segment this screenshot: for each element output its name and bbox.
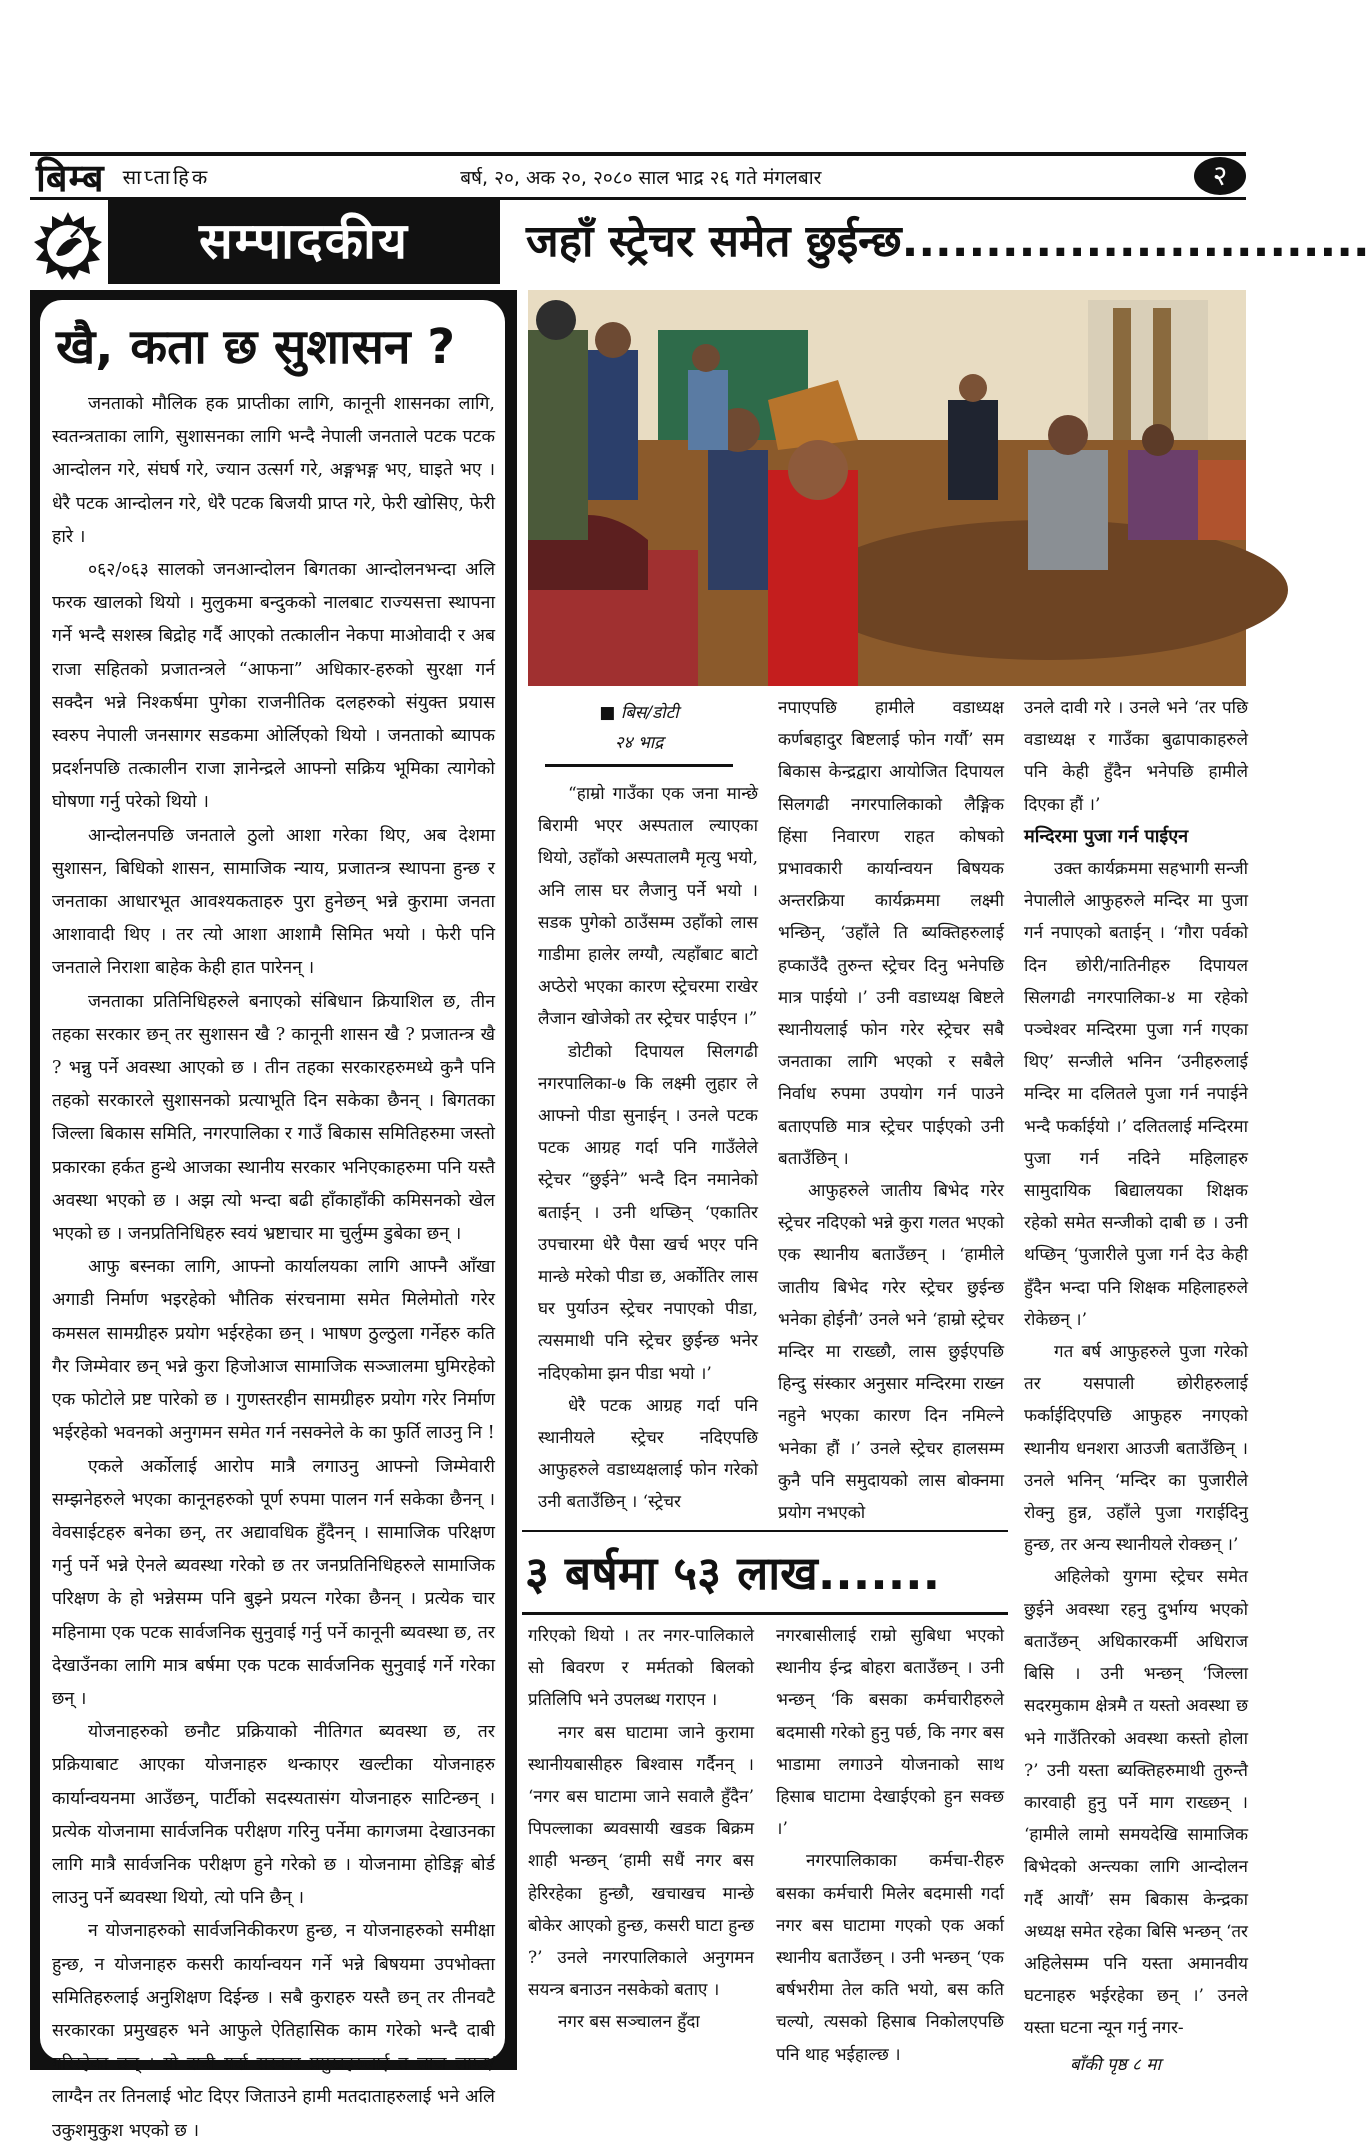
editorial-paragraph: जनताको मौलिक हक प्राप्तीका लागि, कानूनी शासनका लागि, स्वतन्त्रताका लागि, सुशासनका लागि भन्दै नेपाली जनताले पटक पटक आन्दोलन गरे, संघर्ष गरे, ज्यान उत्सर्ग गरे, अङ्गभङ्ग भए, घाइते भए । धेरै पटक आन्दोलन गरे, धेरै पटक बिजयी प्राप्त गरे, फेरी खोसिए, फेरी हारे ।	[52, 394, 495, 547]
stretcher-paragraph: उनले दावी गरे । उनले भने ‘तर पछि वडाध्यक्ष र गाउँका बुढापाकाहरुले पनि केही हुँदैन भनेपछि हामीले दिएका हौं ।’	[1024, 698, 1248, 815]
editorial-box	[30, 290, 515, 2141]
story-separator	[522, 1530, 1008, 1532]
editorial-banner: सम्पादकीय	[108, 198, 500, 284]
editorial-paragraph: न योजनाहरुको सार्वजनिकीकरण हुन्छ, न योजनाहरुको समीक्षा हुन्छ, न योजनाहरु कसरी कार्यान्वयन गर्ने भन्ने बिषयमा उपभोक्ता समितिहरुलाई अनुशिक्षण दिईन्छ । सबै कुराहरु यस्तै छन् तर तीनवटै सरकारका प्रमुखहरु भने आफुले ऐतिहासिक काम गरेको भन्दै दाबी गरिरहेका छन् । यो दाबी गर्दा सरकार प्रमुखहरुलाई त लाज लाग्छ/लाग्दैन तर तिनलाई भोट दिएर जिताउने हामी मतदाताहरुलाई भने अलि उकुशमुकुश भएको छ ।	[52, 1921, 495, 2141]
stretcher-paragraph: डोटीको दिपायल सिलगढी नगरपालिका-७ कि लक्ष्मी लुहार ले आफ्नो पीडा सुनाईन् । उनले पटक पटक आग्रह गर्दा पनि गाउँलेले स्ट्रेचर “छुईने” भन्दै दिन नमानेको बताईन् । उनी थप्छिन् ‘एकातिर उपचारमा धेरै पैसा खर्च भएर पनि मान्छे मरेको पीडा छ, अर्कोतिर लास घर पुर्याउन स्ट्रेचर नपाएको पीडा, त्यसमाथी पनि स्ट्रेचर छुईन्छ भनेर नदिएकोमा झन पीडा भयो ।’	[538, 1041, 758, 1384]
editorial-paragraph: एकले अर्कोलाई आरोप मात्रै लगाउनु आफ्नो जिम्मेवारी सम्झनेहरुले भएका कानूनहरुको पूर्ण रुपमा पालन गर्न सकेका छैनन् । वेवसाईटहरु बनेका छन्, तर अद्यावधिक हुँदैनन् । सामाजिक परिक्षण गर्नु पर्ने भन्ने ऐनले ब्यवस्था गरेको छ तर जनप्रतिनिधिहरुले सामाजिक परिक्षण के हो भन्नेसम्म पनि बुझ्ने प्रयत्न गरेका छैनन् । प्रत्येक चार महिनामा एक पटक सार्वजनिक सुनुवाई गर्नु पर्ने कानूनी ब्यवस्था छ, तर देखाउँनका लागि मात्र बर्षमा एक पटक सार्वजनिक सुनुवाई गर्ने गरेका छन् ।	[52, 1456, 495, 1709]
stretcher-paragraph: अहिलेको युगमा स्ट्रेचर समेत छुईने अवस्था रहनु दुर्भाग्य भएको बताउँछन् अधिकारकर्मी अधिराज बिसि । उनी भन्छन् ‘जिल्ला सदरमुकाम क्षेत्रमै त यस्तो अवस्था छ भने गाउँतिरको अवस्था कस्तो होला ?’ उनी यस्ता ब्यक्तिहरुमाथी तुरुन्तै कारवाही हुनु पर्ने माग राख्छन् । ‘हामीले लामो समयदेखि सामाजिक बिभेदको अन्त्यका लागि आन्दोलन गर्दै आयौं’ सम बिकास केन्द्रका अध्यक्ष समेत रहेका बिसि भन्छन् ‘तर अहिलेसम्म पनि यस्ता अमानवीय घटनाहरु भईरहेका छन् ।’ उनले यस्ता घटना न्यून गर्नु नगर-	[1024, 1567, 1248, 2039]
stretcher-paragraph: उक्त कार्यक्रममा सहभागी सन्जी नेपालीले आफुहरुले मन्दिर मा पुजा गर्न नपाएको बताईन् । ‘गौरा पर्वको दिन छोरी/नातिनीहरु दिपायल सिलगढी नगरपालिका-४ मा रहेको पञ्चेश्वर मन्दिरमा पुजा गर्न गएका थिए’ सन्जीले भनिन ‘उनीहरुलाई मन्दिर मा दलितले पुजा गर्न नपाईने भन्दै फर्काईयो ।’ दलितलाई मन्दिरमा पुजा गर्न नदिने महिलाहरु सामुदायिक बिद्यालयका शिक्षक रहेको समेत सन्जीको दाबी छ । उनी थप्छिन् ‘पुजारीले पुजा गर्न देउ केही हुँदैन भन्दा पनि शिक्षक महिलाहरुले रोकेछन् ।’	[1024, 859, 1248, 1330]
newspaper-logo: बिम्ब	[36, 155, 105, 200]
budget-column-1	[528, 1620, 754, 2039]
dateline-place: ■ बिस/डोटी	[599, 703, 679, 723]
column-divider	[515, 290, 517, 2070]
budget-paragraph: गरिएको थियो । तर नगर-पालिकाले सो बिवरण र मर्मतको बिलको प्रतिलिपि भने उपलब्ध गराएन ।	[528, 1626, 754, 1711]
meeting-photo	[528, 290, 1246, 686]
continued-note: बाँकी पृष्ठ ८ मा	[1070, 2055, 1161, 2075]
issue-info: बर्ष, २०, अक २०, २०८० साल भाद्र २६ गते मंगलबार	[460, 166, 822, 189]
budget-headline: ३ बर्षमा ५३ लाख.......	[525, 1546, 941, 1600]
stretcher-paragraph: नपाएपछि हामीले वडाध्यक्ष कर्णबहादुर बिष्टलाई फोन गर्यौ’ सम बिकास केन्द्रद्वारा आयोजित दिपायल सिलगढी नगरपालिकाको लैङ्गिक हिंसा निवारण राहत कोषको प्रभावकारी कार्यान्वयन बिषयक अन्तरक्रिया कार्यक्रममा लक्ष्मी भन्छिन्, ‘उहाँले ति ब्यक्तिहरुलाई हप्काउँदै तुरुन्त स्ट्रेचर दिनु भनेपछि मात्र पाईयो ।’ उनी वडाध्यक्ष बिष्टले स्थानीयलाई फोन गरेर स्ट्रेचर सबै जनताका लागि भएको र सबैले निर्वाध रुपमा उपयोग गर्न पाउने बताएपछि मात्र स्ट्रेचर पाईएको उनी बताउँछिन् ।	[778, 698, 1004, 1169]
editorial-paragraph: ०६२/०६३ सालको जनआन्दोलन बिगतका आन्दोलनभन्दा अलि फरक खालको थियो । मुलुकमा बन्दुकको नालबाट राज्यसत्ता स्थापना गर्ने भन्दै सशस्त्र बिद्रोह गर्दै आएको तत्कालीन नेकपा माओवादी र अब राजा सहितको प्रजातन्त्रले “आफना” अधिकार-हरुको सुरक्षा गर्न सक्दैन भन्ने निश्कर्षमा पुगेका राजनीतिक दलहरुको संयुक्त प्रयास स्वरुप नेपाली जनसागर सडकमा ओर्लिएको थियो । जनताको ब्यापक प्रदर्शनपछि तत्कालीन राजा ज्ञानेन्द्रले आफ्नो सक्रिय भूमिका त्यागेको घोषणा गर्नु परेको थियो ।	[52, 560, 495, 813]
stretcher-column-2	[778, 692, 1004, 1529]
budget-paragraph: नगरपालिकाका कर्मचा-रीहरु बसका कर्मचारी मिलेर बदमासी गर्दा नगर बस घाटामा गएको एक अर्का स्थानीय बताउँछन् । उनी भन्छन् ‘एक बर्षभरीमा तेल कति भयो, बस कति चल्यो, त्यसको हिसाब निकोलएपछि पनि थाह भईहाल्छ ।	[776, 1851, 1004, 2065]
budget-paragraph: नगर बस घाटामा जाने कुरामा स्थानीयबासीहरु बिश्वास गर्दैनन् । ‘नगर बस घाटामा जाने सवालै हुँदैन’ पिपल्लाका ब्यवसायी खडक बिक्रम शाही भन्छन् ‘हामी सधैं नगर बस हेरिरहेका हुन्छौ, खचाखच मान्छे बोकेर आएको हुन्छ, कसरी घाटा हुन्छ ?’ उनले नगरपालिकाले अनुगमन सयन्त्र बनाउन नसकेको बताए ।	[528, 1722, 754, 2001]
editorial-title: खै, कता छ सुशासन ?	[56, 319, 456, 375]
budget-paragraph: नगर बस सञ्चालन हुँदा	[558, 2012, 700, 2033]
budget-column-2	[776, 1620, 1004, 2071]
page-number: २	[1194, 157, 1246, 195]
newspaper-frequency: साप्ताहिक	[122, 165, 211, 189]
stretcher-paragraph: गत बर्ष आफुहरुले पुजा गरेको तर यसपाली छोरीहरुलाई फर्काईदिएपछि आफुहरु नगएको स्थानीय धनशरा आउजी बताउँछिन् । उनले भनिन् ‘मन्दिर का पुजारीले रोक्नु हुन्न, उहाँले पुजा गराईदिनु हुन्छ, तर अन्य स्थानीयले रोक्छन् ।’	[1024, 1342, 1248, 1556]
editorial-inner	[40, 300, 505, 2141]
stretcher-paragraph: धेरै पटक आग्रह गर्दा पनि स्थानीयले स्ट्रेचर नदिएपछि आफुहरुले वडाध्यक्षलाई फोन गरेको उनी बताउँछिन् । ‘स्ट्रेचर	[538, 1395, 758, 1513]
dateline-date: २४ भाद्र	[614, 733, 664, 753]
editorial-paragraph: योजनाहरुको छनौट प्रक्रियाको नीतिगत ब्यवस्था छ, तर प्रक्रियाबाट आएका योजनाहरु थन्काएर खल्टीका योजनाहरु कार्यान्वयनमा आउँछन्, पार्टीको सदस्यतासंग योजनाहरु साटिन्छन् । प्रत्येक योजनामा सार्वजनिक परीक्षण गरिनु पर्नेमा कागजमा देखाउनका लागि मात्रै सार्वजनिक परीक्षण हुने गरेको छ । योजनामा होडिङ्ग बोर्ड लाउनु पर्ने ब्यवस्था थियो, त्यो पनि छैन् ।	[52, 1722, 495, 1909]
stretcher-subheading: मन्दिरमा पुजा गर्न पाईएन	[1024, 825, 1189, 847]
editorial-paragraph: आफु बस्नका लागि, आफ्नो कार्यालयका लागि आफ्नै आँखा अगाडी निर्माण भइरहेको भौतिक संरचनामा समेत मिलेमोतो गरेर कमसल सामग्रीहरु प्रयोग भईरहेका छन् । भाषण ठुल्ठुला गर्नेहरु कति गैर जिम्मेवार छन् भन्ने कुरा हिजोआज सामाजिक सञ्जालमा घुमिरहेको एक फोटोले प्रष्ट पारेको छ । गुणस्तरहीन सामग्रीहरु प्रयोग गरेर निर्माण भईरहेको भवनको अनुगमन समेत गर्न नसक्नेले के का फुर्ति लाउनु नि !	[52, 1257, 495, 1444]
editorial-paragraph: जनताका प्रतिनिधिहरुले बनाएको संबिधान क्रियाशिल छ, तीन तहका सरकार छन् तर सुशासन खै ? कानूनी शासन खै ? प्रजातन्त्र खै ? भन्नु पर्ने अवस्था आएको छ । तीन तहका सरकारहरुमध्ये कुनै पनि तहको सरकारले सुशासनको प्रत्याभूति दिन सकेका छैनन् । बिगतका जिल्ला बिकास समिति, नगरपालिका र गाउँ बिकास समितिहरुमा जस्तो प्रकारका हर्कत हुन्थे आजका स्थानीय सरकार भनिएकाहरुमा पनि यस्तै अवस्था भएको छ । अझ त्यो भन्दा बढी हाँकाहाँकी कमिसनको खेल भएको छ । जनप्रतिनिधिहरु स्वयं भ्रष्टाचार मा चुर्लुम्म डुबेका छन् ।	[52, 991, 495, 1245]
budget-paragraph: नगरबासीलाई राम्रो सुबिधा भएको स्थानीय ईन्द्र बोहरा बताउँछन् । उनी भन्छन् ‘कि बसका कर्मचारीहरुले बदमासी गरेको हुनु पर्छ, कि नगर बस भाडामा लगाउने योजनाको साथ हिसाब घाटामा देखाईएको हुन सक्छ ।’	[776, 1626, 1004, 1840]
editorial-emblem-icon	[32, 210, 104, 282]
stretcher-headline-text: जहाँ स्ट्रेचर समेत छुईन्छ	[526, 216, 902, 267]
stretcher-headline: जहाँ स्ट्रेचर समेत छुईन्छ............................	[526, 216, 1370, 267]
stretcher-paragraph: आफुहरुले जातीय बिभेद गरेर स्ट्रेचर नदिएको भन्ने कुरा गलत भएको एक स्थानीय बताउँछन् । ‘हामीले जातीय बिभेद गरेर स्ट्रेचर छुईन्छ भनेका होईनौ’ उनले भने ‘हाम्रो स्ट्रेचर मन्दिर मा राख्छौ, लास छुईएपछि हिन्दु संस्कार अनुसार मन्दिरमा राख्न नहुने भएका कारण दिन नमिल्ने भनेका हौं ।’ उनले स्ट्रेचर हालसम्म कुनै पनि समुदायको लास बोक्नमा प्रयोग नभएको	[778, 1181, 1004, 1524]
story-dateline	[540, 698, 738, 758]
editorial-paragraph: आन्दोलनपछि जनताले ठुलो आशा गरेका थिए, अब देशमा सुशासन, बिधिको शासन, सामाजिक न्याय, प्रजातन्त्र स्थापना हुन्छ र जनताका आधारभूत आवश्यकताहरु पुरा हुनेछन् भन्ने कुरामा जनता आशावादी थिए । तर त्यो आशा आशामै सिमित भयो । फेरी पनि जनताले निराशा बाहेक केही हात पारेनन् ।	[52, 825, 495, 979]
stretcher-column-3	[1024, 692, 1248, 2045]
stretcher-column-1	[538, 778, 758, 1519]
budget-headline-text: ३ बर्षमा ५३ लाख	[525, 1546, 818, 1600]
budget-headline-rule	[522, 1612, 1008, 1615]
masthead	[30, 152, 1246, 200]
dateline-rule	[545, 764, 733, 767]
stretcher-paragraph: “हाम्रो गाउँका एक जना मान्छे बिरामी भएर अस्पताल ल्याएका थियो, उहाँको अस्पतालमै मृत्यु भयो, अनि लास घर लैजानु पर्ने भयो । सडक पुगेको ठाउँसम्म उहाँको लास गाडीमा हालेर लग्यौ, त्यहाँबाट बाटो अप्ठेरो भएका कारण स्ट्रेचरमा राखेर लैजान खोजेको तर स्ट्रेचर पाईएन ।”	[538, 784, 758, 1030]
